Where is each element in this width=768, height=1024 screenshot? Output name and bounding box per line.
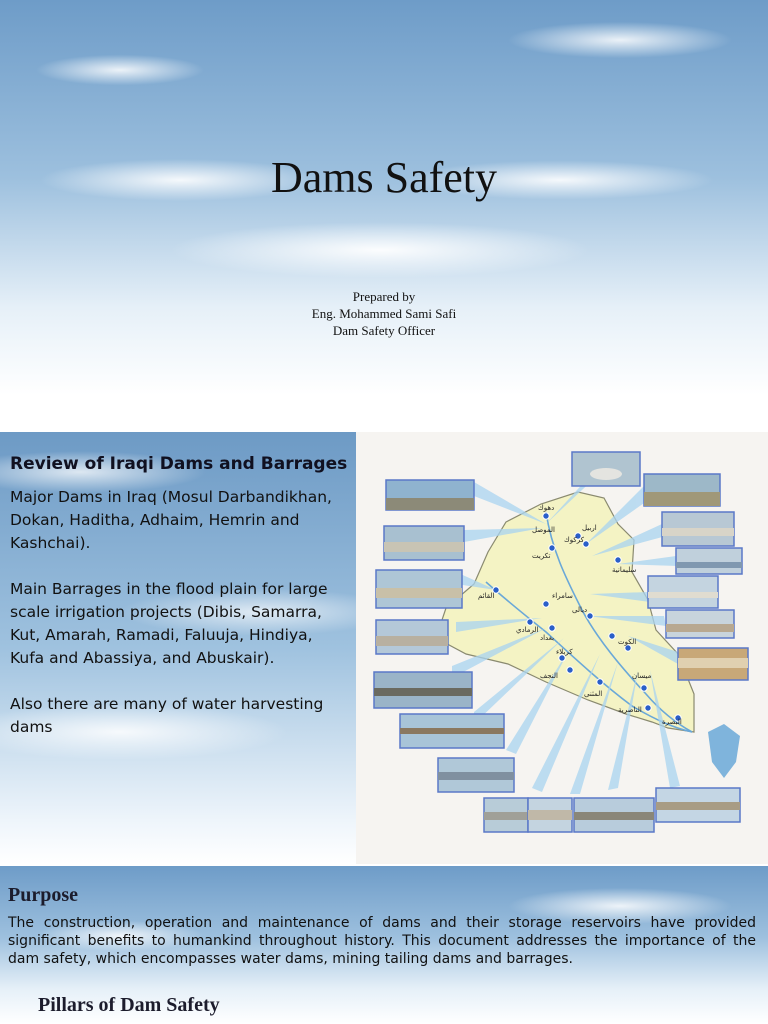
dam-photo: [572, 452, 640, 486]
gulf-water: [708, 724, 740, 778]
map-label: البصرة: [662, 718, 682, 726]
map-label: دهوك: [538, 504, 555, 512]
iraq-dams-map-panel: [356, 432, 768, 864]
map-label: سامراء: [552, 592, 573, 600]
author-role: Dam Safety Officer: [332, 323, 436, 338]
map-label: اربيل: [582, 524, 597, 532]
map-label: القائم: [478, 592, 495, 600]
review-title: Review of Iraqi Dams and Barrages: [10, 454, 348, 474]
review-slide: [0, 432, 768, 864]
dam-photo: [656, 788, 740, 822]
author-block: [0, 288, 768, 339]
dam-photo: [648, 576, 718, 608]
purpose-body: The construction, operation and maintenance of dams and their storage reservoirs have provided significant benefits to humankind throughout history. This document addresses the importance of the dam safety, which encompasses water dams, mining tailing dams and barrages.: [8, 915, 756, 967]
paragraph-major-dams: Major Dams in Iraq (Mosul Darbandikhan, Dokan, Haditha, Adhaim, Hemrin and Kashchai).: [10, 488, 332, 552]
dam-photo: [376, 570, 462, 608]
map-label: بغداد: [540, 634, 555, 642]
iraq-dams-map: [356, 432, 768, 864]
title-slide: [0, 0, 768, 395]
dam-photo: [438, 758, 514, 792]
slide-title: Dams Safety: [270, 153, 498, 202]
dam-photo: [400, 714, 504, 748]
dam-photo: [528, 798, 572, 832]
prepared-by-label: Prepared by: [352, 289, 416, 304]
author-name: Eng. Mohammed Sami Safi: [311, 306, 457, 321]
purpose-title: Purpose: [8, 884, 78, 906]
paragraph-barrages: Main Barrages in the flood plain for large scale irrigation projects (Dibis, Samarra, Kut, Amarah, Ramadi, Faluuja, Hindiya, Kufa and Abassiya, and Abuskair).: [10, 580, 328, 667]
dam-photo: [384, 526, 464, 560]
dam-photo: [386, 480, 474, 510]
dam-photo: [678, 648, 748, 680]
map-label: الرمادي: [516, 626, 539, 634]
dam-photo: [376, 620, 448, 654]
map-label: سليمانية: [612, 566, 637, 574]
dam-photo: [374, 672, 472, 708]
review-body: [10, 486, 340, 762]
map-label: كربلاء: [556, 648, 573, 656]
dam-photo: [644, 474, 720, 506]
review-text-panel: [0, 432, 356, 864]
map-label: تكريت: [532, 552, 551, 560]
map-label: الناصرية: [618, 706, 642, 714]
dam-photo: [666, 610, 734, 638]
dam-photo: [574, 798, 654, 832]
pillars-title: Pillars of Dam Safety: [38, 994, 220, 1016]
purpose-slide: [0, 866, 768, 1024]
dam-photo: [676, 548, 742, 574]
map-label: الكوت: [618, 638, 637, 646]
map-label: ميسان: [632, 672, 652, 680]
map-label: ديالى: [572, 606, 588, 614]
map-label: الموصل: [532, 526, 555, 534]
map-label: المثنى: [584, 690, 603, 698]
map-label: النجف: [540, 672, 558, 680]
dam-photo: [662, 512, 734, 546]
dam-photo: [484, 798, 528, 832]
paragraph-water-harvesting: Also there are many of water harvesting dams: [10, 695, 324, 736]
map-label: كركوك: [564, 536, 584, 544]
